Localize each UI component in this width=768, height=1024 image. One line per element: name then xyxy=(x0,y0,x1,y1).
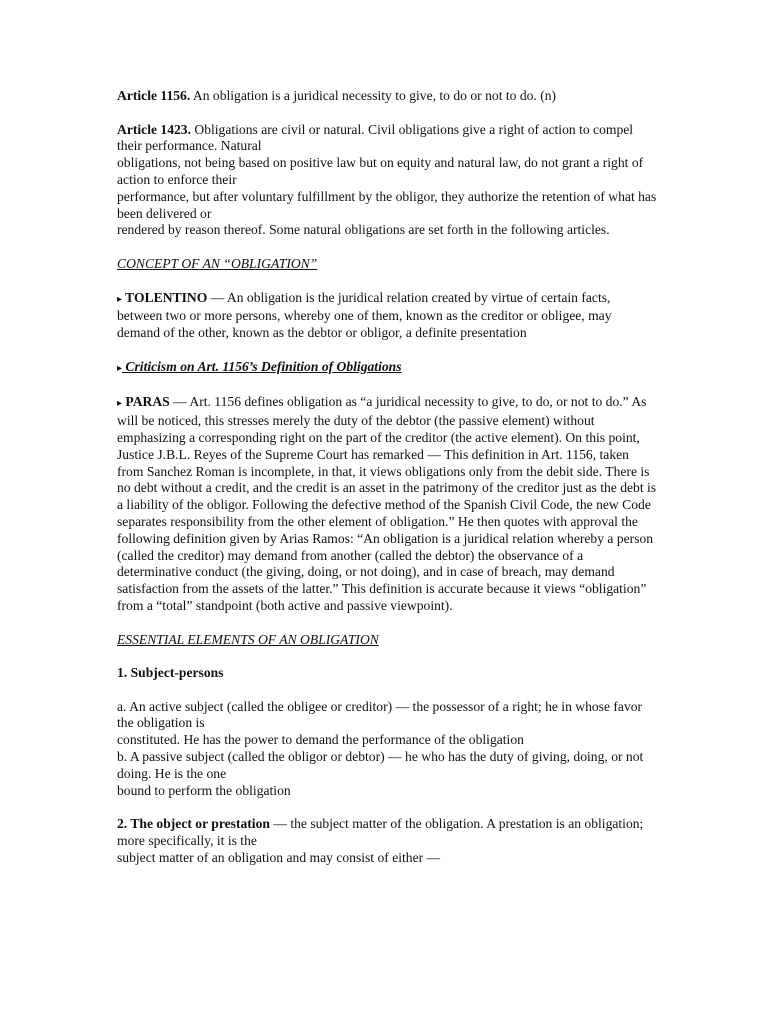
active-subject-line-2: constituted. He has the power to demand the performance of the obligation xyxy=(117,732,524,748)
article-1423-line-2: obligations, not being based on positive law but on equity and natural law, do not grant a right of action to enforce their xyxy=(117,155,644,187)
essential-elements-heading: ESSENTIAL ELEMENTS OF AN OBLIGATION xyxy=(117,631,379,647)
active-subject-line-1: a. An active subject (called the obligee or creditor) — the possessor of a right; he in whose favor the obligation is xyxy=(117,698,643,731)
passive-subject-line-1: b. A passive subject (called the obligor or debtor) — he who has the duty of giving, doing, or not doing. He is the one xyxy=(117,749,644,781)
subject-persons-heading: 1. Subject-persons xyxy=(117,665,224,681)
criticism-text: Criticism on Art. 1156’s Definition of Obligations xyxy=(122,358,402,374)
paras-label: PARAS xyxy=(122,394,170,410)
article-1156-label: Article 1156. xyxy=(117,88,191,103)
article-1423-line-4: rendered by reason thereof. Some natural obligations are set forth in the following articles. xyxy=(117,222,610,238)
tolentino-text: — An obligation is the juridical relation created by virtue of certain facts, between two or more persons, whereby one of them, known as the creditor or obligee, may demand of the other, known as the debtor or obligor, a definite presentation xyxy=(117,289,612,341)
article-1156-text: An obligation is a juridical necessity to give, to do or not to do. (n) xyxy=(190,88,557,103)
object-prestation-line-2: subject matter of an obligation and may consist of either — xyxy=(117,849,441,865)
article-1423-line-1: Article 1423. Obligations are civil or natural. Civil obligations give a right of action to compel their performance. Natural xyxy=(117,121,634,154)
triangle-bullet-icon: ▸ xyxy=(117,293,123,305)
criticism-heading xyxy=(117,359,657,378)
object-prestation-line-1: 2. The object or prestation — the subject matter of the obligation. A prestation is an obligation; more specifically, it is the xyxy=(117,816,644,849)
triangle-bullet-icon: ▸ xyxy=(117,362,123,374)
article-1423-label: Article 1423. xyxy=(117,121,191,137)
passive-subject-line-2: bound to perform the obligation xyxy=(117,782,291,798)
triangle-bullet-icon: ▸ xyxy=(117,398,123,410)
document-page xyxy=(117,88,657,867)
object-prestation-label: 2. The object or prestation xyxy=(117,816,270,832)
article-1156 xyxy=(117,88,657,105)
tolentino-paragraph xyxy=(117,290,657,342)
article-1423-line-3: performance, but after voluntary fulfillment by the obligor, they authorize the retention of what has been delivered or xyxy=(117,188,657,221)
paras-text: — Art. 1156 defines obligation as “a juridical necessity to give, to do, or not to do.” As will be noticed, this stresses merely the duty of the debtor (the passive element) without emphasizing a corresponding right on the part of the creditor (the active element). On this point, Justice J.B.L. Reyes of the Supreme Court has remarked — This definition in Art. 1156, taken from Sanchez Roman is incomplete, in that, it views obligations only from the debit side. There is no debt without a credit, and the credit is an asset in the patrimony of the creditor just as the debt is a liability of the obligor. Following the defective method of the Spanish Civil Code, the new Code separates responsibility from the other element of obligation.” He then quotes with approval the following definition given by Arias Ramos: “An obligation is a juridical relation whereby a person (called the creditor) may demand from another (called the debtor) the observance of a determinative conduct (the giving, doing, or not doing), and in case of breach, may demand satisfaction from the assets of the latter.” This definition is accurate because it views “obligation” from a “total” standpoint (both active and passive viewpoint). xyxy=(117,394,657,613)
concept-heading: CONCEPT OF AN “OBLIGATION” xyxy=(117,255,318,271)
tolentino-label: TOLENTINO xyxy=(122,289,208,305)
paras-paragraph xyxy=(117,394,657,614)
